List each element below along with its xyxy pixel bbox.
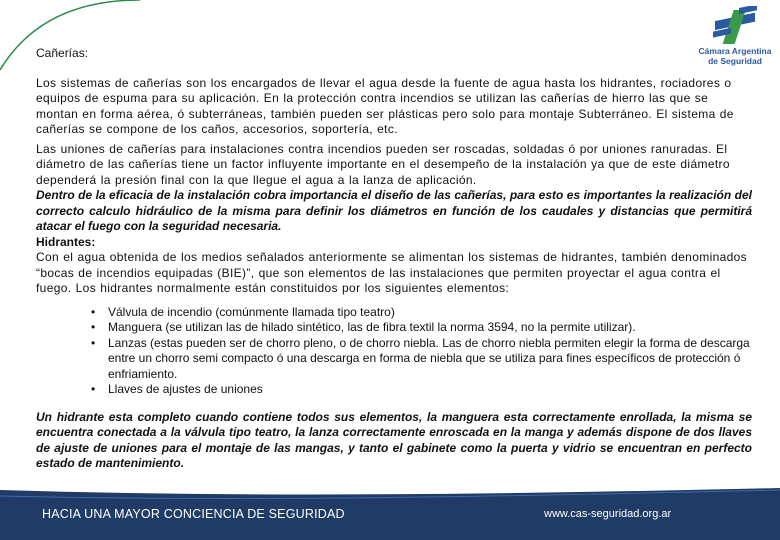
list-item: • Válvula de incendio (comúnmente llamada tipo teatro) — [91, 305, 752, 321]
logo-name-line2: de Seguridad — [708, 56, 762, 66]
hidrantes-final-paragraph: Un hidrante esta completo cuando contiene todos sus elementos, la manguera esta correctamente enrollada, la misma se encuentra conectada a la válvula tipo teatro, la lanza correctamente enroscada en la manga y además dispone de dos llaves de ajuste de uniones para el montaje de las mangas, y tanto el gabinete como la puerta y vidrio se encuentran en perfecto estado de mantenimiento. — [36, 409, 752, 470]
list-item: • Lanzas (estas pueden ser de chorro pleno, o de chorro niebla. Las de chorro niebla permiten elegir la forma de descarga entre un chorro semi compacto ó una descarga en forma de niebla que se utiliza para fines específicos de protección ó enfriamiento. — [91, 336, 752, 383]
logo-name-line1: Cámara Argentina — [698, 46, 772, 56]
footer-website-link[interactable]: www.cas-seguridad.org.ar — [544, 508, 672, 520]
canerias-paragraph-2: Las uniones de cañerías para instalaciones contra incendios pueden ser roscadas, soldadas ó por uniones ranuradas. El diámetro de las cañerías tiene un factor influyente importante en el desempeño de la instalación ya que de este diámetro dependerá la presión final con la que llegue el agua a la lanza de aplicación. — [36, 141, 730, 187]
list-item: • Manguera (se utilizan las de hilado sintético, las de fibra textil la norma 3594, no la permite utilizar). — [91, 320, 752, 336]
canerias-paragraph-3: Dentro de la eficacia de la instalación cobra importancia el diseño de las cañerías, para esto es importantes la realización del correcto calculo hidráulico de la misma para definir los diámetros en función de los caudales y distancias que permitirá atacar el fuego con la seguridad necesaria. — [36, 188, 752, 233]
hidrantes-title: Hidrantes: — [36, 234, 96, 249]
cas-logo-icon — [711, 6, 759, 46]
list-item: • Llaves de ajustes de uniones — [91, 382, 752, 398]
canerias-title: Cañerías: — [36, 46, 89, 60]
footer-bar — [0, 488, 780, 540]
main-content — [36, 46, 752, 472]
footer-slogan: HACIA UNA MAYOR CONCIENCIA DE SEGURIDAD — [42, 507, 345, 521]
hidrantes-paragraph-1: Con el agua obtenida de los medios señalados anteriormente se alimentan los sistemas de hidrantes, también denominados “bocas de incendios equipadas (BIE)”, que son elementos de las instalaciones que permiten proyectar el agua contra el fuego. Los hidrantes normalmente están constituidos por los siguientes elementos: — [36, 250, 748, 295]
canerias-paragraph-1: Los sistemas de cañerías son los encargados de llevar el agua desde la fuente de agua hasta los hidrantes, rociadores o equipos de espuma para su aplicación. En la protección contra incendios se utilizan las cañerías de hierro las que se montan en forma aérea, ó subterráneas, también pueden ser plásticas pero solo para montaje Subterráneo. El sistema de cañerías se compone de los caños, accesorios, soportería, etc. — [36, 75, 734, 136]
hidrantes-elements-list — [91, 305, 752, 398]
